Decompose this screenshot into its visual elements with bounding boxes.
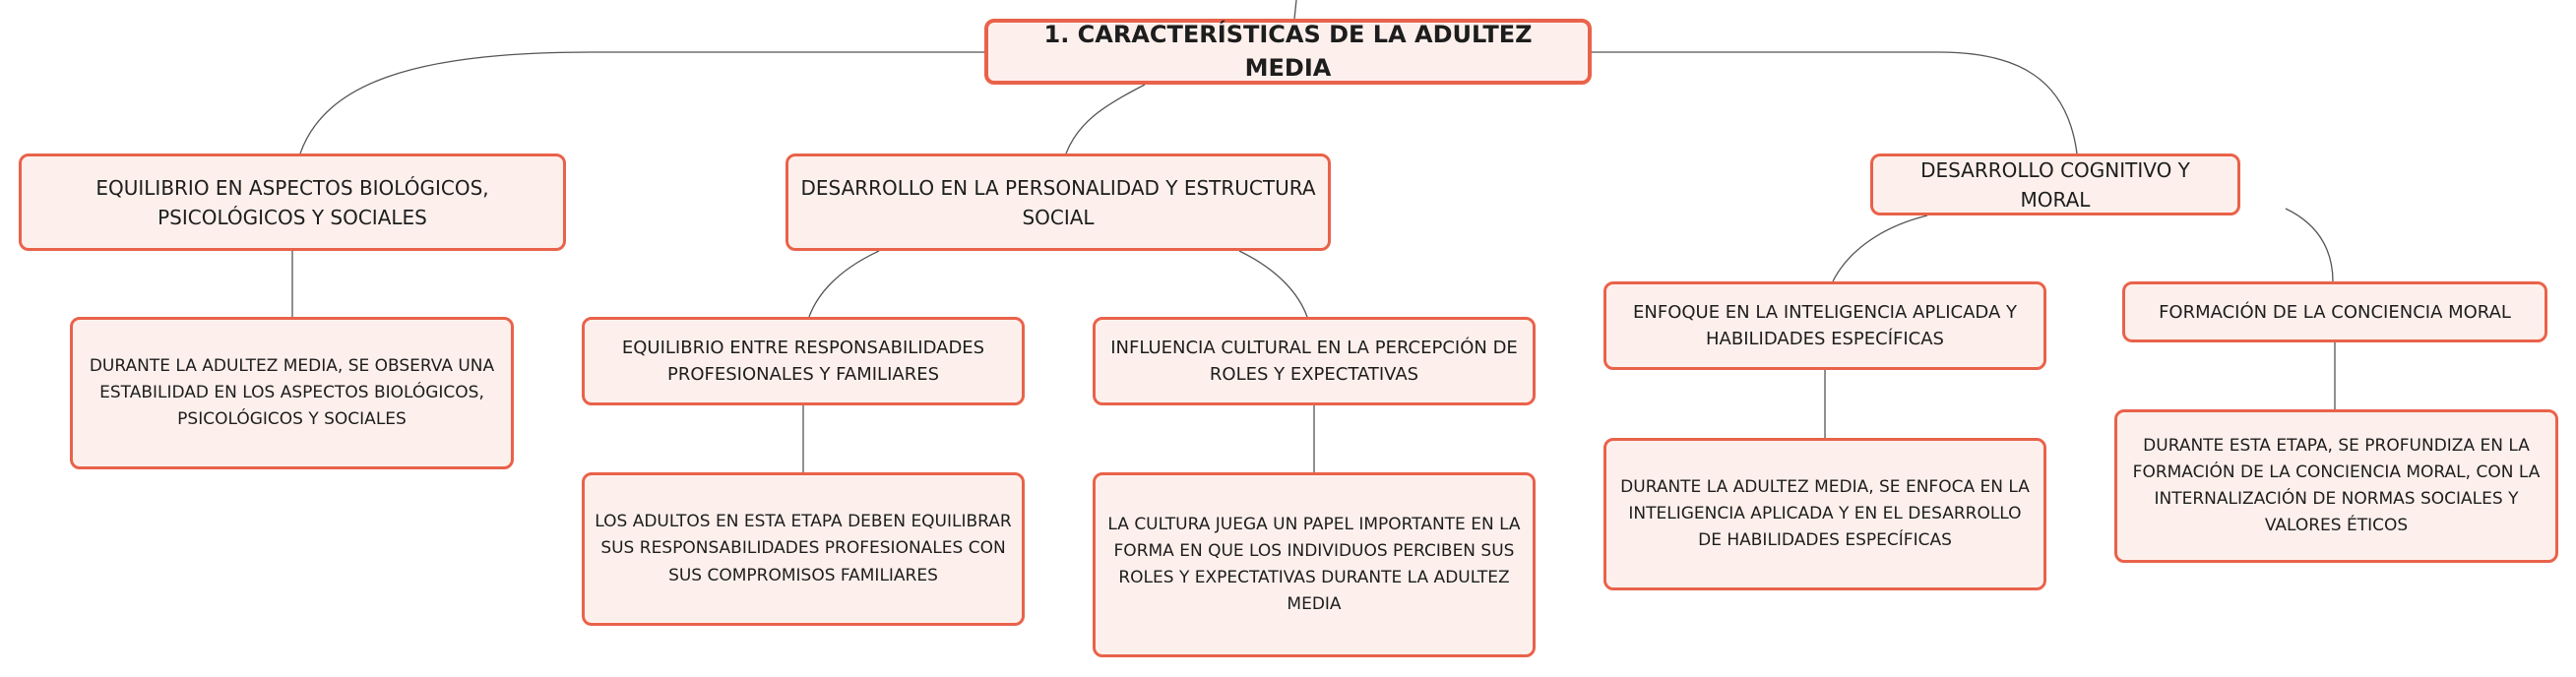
connector-root-per	[1066, 85, 1145, 154]
root-topic[interactable]	[984, 19, 1592, 85]
connector-cog-for	[2286, 209, 2333, 281]
detail-text: DURANTE LA ADULTEZ MEDIA, SE ENFOCA EN LA INTELIGENCIA APLICADA Y EN EL DESARROLLO DE HABILIDADES ESPECÍFICAS	[1620, 476, 2030, 551]
detail-formacion-conciencia[interactable]	[2114, 409, 2558, 563]
connector-root-bio	[300, 52, 984, 154]
topic-label: DESARROLLO EN LA PERSONALIDAD Y ESTRUCTURA SOCIAL	[800, 175, 1316, 229]
connector-root-top	[1294, 0, 1296, 19]
topic-equilibrio-aspectos[interactable]	[19, 154, 566, 251]
topic-desarrollo-cognitivo[interactable]	[1870, 154, 2240, 215]
subtopic-formacion-conciencia[interactable]	[2122, 281, 2547, 342]
detail-text: LOS ADULTOS EN ESTA ETAPA DEBEN EQUILIBRAR SUS RESPONSABILIDADES PROFESIONALES CON SUS COMPROMISOS FAMILIARES	[595, 512, 1012, 585]
subtopic-label: INFLUENCIA CULTURAL EN LA PERCEPCIÓN DE ROLES Y EXPECTATIVAS	[1110, 338, 1518, 385]
subtopic-equilibrio-responsabilidades[interactable]	[582, 317, 1025, 405]
subtopic-influencia-cultural[interactable]	[1093, 317, 1536, 405]
connector-root-cog	[1592, 52, 2077, 154]
detail-text: DURANTE ESTA ETAPA, SE PROFUNDIZA EN LA FORMACIÓN DE LA CONCIENCIA MORAL, CON LA INTERNALIZACIÓN DE NORMAS SOCIALES Y VALORES ÉTICOS	[2132, 435, 2541, 536]
topic-label: EQUILIBRIO EN ASPECTOS BIOLÓGICOS, PSICOLÓGICOS Y SOCIALES	[95, 175, 489, 229]
topic-desarrollo-personalidad[interactable]	[785, 154, 1331, 251]
detail-equilibrio-aspectos[interactable]	[70, 317, 514, 469]
connector-per-inf	[1239, 251, 1307, 317]
connector-per-eq	[809, 251, 879, 317]
subtopic-enfoque-inteligencia[interactable]	[1603, 281, 2046, 370]
topic-label: DESARROLLO COGNITIVO Y MORAL	[1920, 157, 2190, 212]
detail-text: LA CULTURA JUEGA UN PAPEL IMPORTANTE EN LA FORMA EN QUE LOS INDIVIDUOS PERCIBEN SUS ROLES Y EXPECTATIVAS DURANTE LA ADULTEZ MEDIA	[1107, 514, 1521, 615]
detail-influencia-cultural[interactable]	[1093, 472, 1536, 657]
subtopic-label: EQUILIBRIO ENTRE RESPONSABILIDADES PROFESIONALES Y FAMILIARES	[621, 338, 985, 385]
detail-enfoque-inteligencia[interactable]	[1603, 438, 2046, 590]
root-topic-label: 1. CARACTERÍSTICAS DE LA ADULTEZ MEDIA	[1043, 20, 1533, 82]
connector-cog-enf	[1833, 215, 1927, 281]
detail-equilibrio-responsabilidades[interactable]	[582, 472, 1025, 626]
detail-text: DURANTE LA ADULTEZ MEDIA, SE OBSERVA UNA ESTABILIDAD EN LOS ASPECTOS BIOLÓGICOS, PSICOLÓGICOS Y SOCIALES	[89, 355, 495, 430]
subtopic-label: FORMACIÓN DE LA CONCIENCIA MORAL	[2159, 301, 2511, 323]
subtopic-label: ENFOQUE EN LA INTELIGENCIA APLICADA Y HABILIDADES ESPECÍFICAS	[1633, 302, 2017, 349]
